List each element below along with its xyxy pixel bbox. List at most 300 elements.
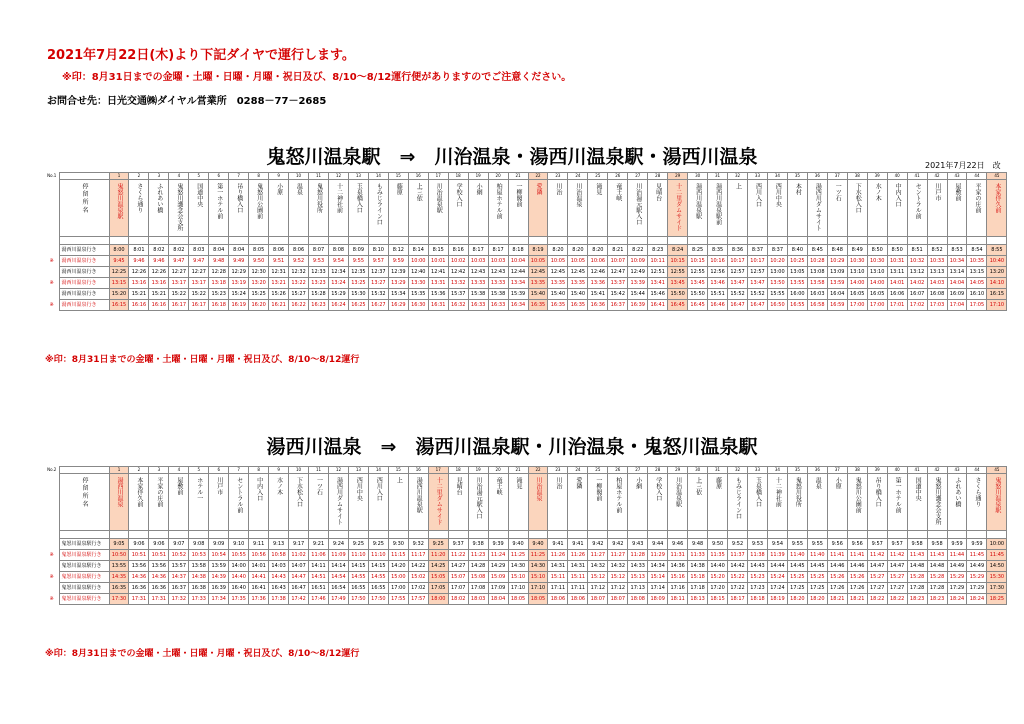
stop-name xyxy=(867,180,887,237)
stop-name xyxy=(927,180,947,237)
departure-time: 17:05 xyxy=(967,300,987,311)
departure-time: 16:41 xyxy=(249,583,269,594)
departure-time: 14:25 xyxy=(428,561,448,572)
departure-time: 14:03 xyxy=(927,278,947,289)
stop-name xyxy=(967,474,987,531)
departure-time: 14:04 xyxy=(947,278,967,289)
blank-cell xyxy=(428,531,448,539)
departure-time: 18:15 xyxy=(708,594,728,605)
departure-time: 13:37 xyxy=(608,278,628,289)
stop-name-text: 川治 xyxy=(554,477,562,489)
stop-name xyxy=(608,180,628,237)
departure-time: 10:11 xyxy=(648,256,668,267)
departure-time: 18:23 xyxy=(927,594,947,605)
stop-number: 13 xyxy=(348,173,368,180)
departure-time: 16:19 xyxy=(229,300,249,311)
blank-cell xyxy=(867,531,887,539)
departure-time: 11:10 xyxy=(348,550,368,561)
stop-name xyxy=(209,180,229,237)
departure-time: 13:56 xyxy=(149,561,169,572)
table-number: No.2 xyxy=(47,467,57,472)
departure-time: 16:05 xyxy=(867,289,887,300)
departure-time: 12:43 xyxy=(468,267,488,278)
departure-time: 16:35 xyxy=(568,300,588,311)
departure-time: 9:59 xyxy=(967,539,987,550)
departure-time: 14:36 xyxy=(668,561,688,572)
departure-time: 8:17 xyxy=(488,245,508,256)
departure-time: 14:22 xyxy=(408,561,428,572)
departure-time: 16:00 xyxy=(787,289,807,300)
departure-time: 18:18 xyxy=(748,594,768,605)
departure-time: 12:42 xyxy=(448,267,468,278)
stop-number: 36 xyxy=(807,467,827,474)
trip-row xyxy=(45,289,1007,300)
departure-time: 12:27 xyxy=(169,267,189,278)
departure-time: 8:06 xyxy=(289,245,309,256)
departure-time: 9:17 xyxy=(289,539,309,550)
blank-cell xyxy=(45,531,59,539)
stop-number: 6 xyxy=(209,173,229,180)
stop-number: 7 xyxy=(229,173,249,180)
departure-time: 15:07 xyxy=(448,572,468,583)
departure-time: 14:54 xyxy=(328,572,348,583)
departure-time: 16:10 xyxy=(967,289,987,300)
departure-time: 13:09 xyxy=(827,267,847,278)
blank-cell xyxy=(45,237,59,245)
stop-name-text: 川治 xyxy=(554,183,562,195)
stop-name xyxy=(728,180,748,237)
departure-time: 16:09 xyxy=(947,289,967,300)
stop-name xyxy=(807,180,827,237)
stop-name-row xyxy=(45,180,1007,237)
stop-header-label xyxy=(59,180,109,237)
departure-time: 12:32 xyxy=(289,267,309,278)
departure-time: 8:51 xyxy=(907,245,927,256)
departure-time: 17:34 xyxy=(209,594,229,605)
departure-time: 12:44 xyxy=(508,267,528,278)
departure-time: 8:20 xyxy=(588,245,608,256)
stop-number: 3 xyxy=(149,467,169,474)
stop-number: 45 xyxy=(987,467,1007,474)
blank-cell xyxy=(548,237,568,245)
departure-time: 18:06 xyxy=(568,594,588,605)
blank-cell xyxy=(967,237,987,245)
departure-time: 8:01 xyxy=(129,245,149,256)
departure-time: 8:40 xyxy=(787,245,807,256)
stop-name xyxy=(129,180,149,237)
departure-time: 15:12 xyxy=(608,572,628,583)
departure-time: 10:29 xyxy=(827,256,847,267)
stop-number: 39 xyxy=(867,467,887,474)
stop-name xyxy=(787,474,807,531)
departure-time: 14:27 xyxy=(448,561,468,572)
stop-number: 19 xyxy=(468,467,488,474)
departure-time: 9:57 xyxy=(368,256,388,267)
departure-time: 15:44 xyxy=(628,289,648,300)
stop-number-row xyxy=(45,467,1007,474)
blank-cell xyxy=(508,531,528,539)
stop-number: 34 xyxy=(767,173,787,180)
trip-mark: ※ xyxy=(49,595,54,602)
departure-time: 10:06 xyxy=(588,256,608,267)
departure-time: 8:00 xyxy=(109,245,129,256)
departure-time: 13:32 xyxy=(448,278,468,289)
departure-time: 10:04 xyxy=(508,256,528,267)
stop-number: 36 xyxy=(807,173,827,180)
departure-time: 14:07 xyxy=(289,561,309,572)
departure-time: 13:22 xyxy=(289,278,309,289)
departure-time: 17:08 xyxy=(468,583,488,594)
trip-destination: 湯西川温泉行き xyxy=(59,256,109,267)
stop-number: 14 xyxy=(368,173,388,180)
stop-name-text: 湯西川温泉駅 xyxy=(415,477,423,513)
departure-time: 16:36 xyxy=(129,583,149,594)
departure-time: 8:35 xyxy=(708,245,728,256)
departure-time: 9:06 xyxy=(129,539,149,550)
departure-time: 14:48 xyxy=(927,561,947,572)
departure-time: 8:18 xyxy=(508,245,528,256)
stop-number: 21 xyxy=(508,467,528,474)
departure-time: 8:48 xyxy=(827,245,847,256)
stop-number: 37 xyxy=(827,467,847,474)
departure-time: 15:22 xyxy=(189,289,209,300)
departure-time: 13:27 xyxy=(368,278,388,289)
trip-row xyxy=(45,539,1007,550)
departure-time: 17:28 xyxy=(907,583,927,594)
stop-name-text: 鬼怒川公園前 xyxy=(255,183,263,219)
departure-time: 18:03 xyxy=(468,594,488,605)
departure-time: 8:49 xyxy=(847,245,867,256)
departure-time: 14:00 xyxy=(847,278,867,289)
departure-time: 13:35 xyxy=(528,278,548,289)
stop-name xyxy=(648,474,668,531)
departure-time: 9:51 xyxy=(269,256,289,267)
departure-time: 11:02 xyxy=(289,550,309,561)
stop-name xyxy=(508,180,528,237)
blank-cell xyxy=(428,237,448,245)
stop-number: 40 xyxy=(887,467,907,474)
trip-row xyxy=(45,583,1007,594)
departure-time: 8:53 xyxy=(947,245,967,256)
stop-number: 10 xyxy=(289,173,309,180)
blank-cell xyxy=(328,237,348,245)
departure-time: 13:31 xyxy=(428,278,448,289)
departure-time: 12:45 xyxy=(568,267,588,278)
stop-name-text: 柏屋ホテル前 xyxy=(614,477,622,513)
departure-time: 10:54 xyxy=(209,550,229,561)
departure-time: 17:22 xyxy=(728,583,748,594)
stop-name-text: 屋敷前 xyxy=(954,183,961,201)
blank-cell xyxy=(947,531,967,539)
trip-mark: ※ xyxy=(49,257,54,264)
departure-time: 15:36 xyxy=(428,289,448,300)
stop-name-text: 鬼怒川温泉駅 xyxy=(115,183,123,219)
stop-name-text: 鬼怒川公園前 xyxy=(854,477,862,513)
departure-time: 11:22 xyxy=(448,550,468,561)
departure-time: 8:16 xyxy=(448,245,468,256)
departure-time: 16:55 xyxy=(348,583,368,594)
departure-time: 18:17 xyxy=(728,594,748,605)
stop-number: 37 xyxy=(827,173,847,180)
stop-name xyxy=(987,180,1007,237)
departure-time: 8:09 xyxy=(348,245,368,256)
departure-time: 17:46 xyxy=(309,594,329,605)
stop-number: 27 xyxy=(628,173,648,180)
departure-time: 17:25 xyxy=(787,583,807,594)
departure-time: 16:35 xyxy=(548,300,568,311)
departure-time: 9:05 xyxy=(109,539,129,550)
stop-name xyxy=(348,474,368,531)
departure-time: 12:43 xyxy=(488,267,508,278)
departure-time: 13:25 xyxy=(348,278,368,289)
stop-number: 29 xyxy=(668,173,688,180)
stop-name-text: ふれあい橋 xyxy=(954,477,961,507)
stop-name-text: 愛隣 xyxy=(534,183,542,195)
departure-time: 14:46 xyxy=(827,561,847,572)
departure-time: 11:45 xyxy=(987,550,1007,561)
departure-time: 10:56 xyxy=(249,550,269,561)
departure-time: 13:29 xyxy=(388,278,408,289)
stop-name-text: 本家伴久前 xyxy=(993,183,1001,213)
departure-time: 11:40 xyxy=(787,550,807,561)
departure-time: 8:54 xyxy=(967,245,987,256)
stop-name-text: 学校入口 xyxy=(654,477,662,501)
blank-cell xyxy=(927,237,947,245)
departure-time: 18:07 xyxy=(608,594,628,605)
departure-time: 17:28 xyxy=(927,583,947,594)
departure-time: 16:51 xyxy=(309,583,329,594)
stop-name xyxy=(787,180,807,237)
departure-time: 8:23 xyxy=(648,245,668,256)
blank-cell xyxy=(468,237,488,245)
departure-time: 13:23 xyxy=(309,278,329,289)
departure-time: 15:30 xyxy=(348,289,368,300)
departure-time: 15:16 xyxy=(668,572,688,583)
departure-time: 13:16 xyxy=(149,278,169,289)
departure-time: 14:43 xyxy=(269,572,289,583)
blank-cell xyxy=(59,531,109,539)
stop-name xyxy=(129,474,149,531)
stop-name xyxy=(388,180,408,237)
trip-destination: 鬼怒川温泉駅行き xyxy=(59,594,109,605)
stop-name xyxy=(488,180,508,237)
departure-time: 18:24 xyxy=(967,594,987,605)
departure-time: 18:25 xyxy=(987,594,1007,605)
departure-time: 8:04 xyxy=(209,245,229,256)
departure-time: 8:06 xyxy=(269,245,289,256)
stop-number: 13 xyxy=(348,467,368,474)
departure-time: 17:33 xyxy=(189,594,209,605)
stop-name xyxy=(767,180,787,237)
stop-name xyxy=(588,474,608,531)
departure-time: 13:47 xyxy=(728,278,748,289)
stop-name xyxy=(628,474,648,531)
stop-name xyxy=(309,180,329,237)
stop-name xyxy=(907,474,927,531)
blank-cell xyxy=(907,237,927,245)
departure-time: 15:24 xyxy=(767,572,787,583)
departure-time: 15:26 xyxy=(847,572,867,583)
blank-cell xyxy=(528,237,548,245)
departure-time: 12:55 xyxy=(688,267,708,278)
stop-name xyxy=(847,180,867,237)
stop-name xyxy=(947,474,967,531)
trip-row xyxy=(45,594,1007,605)
departure-time: 9:54 xyxy=(767,539,787,550)
departure-time: 16:33 xyxy=(488,300,508,311)
blank-cell xyxy=(728,531,748,539)
departure-time: 10:20 xyxy=(767,256,787,267)
departure-time: 16:38 xyxy=(189,583,209,594)
departure-time: 11:29 xyxy=(648,550,668,561)
trip-destination: 鬼怒川温泉駅行き xyxy=(59,583,109,594)
departure-time: 10:50 xyxy=(109,550,129,561)
departure-time: 10:51 xyxy=(129,550,149,561)
departure-time: 11:42 xyxy=(887,550,907,561)
departure-time: 17:02 xyxy=(408,583,428,594)
stop-number: 20 xyxy=(488,173,508,180)
trip-destination: 鬼怒川温泉駅行き xyxy=(59,539,109,550)
stop-name-text: ホテル一 xyxy=(195,477,203,501)
stop-number: 5 xyxy=(189,173,209,180)
departure-time: 16:21 xyxy=(269,300,289,311)
departure-time: 15:40 xyxy=(548,289,568,300)
stop-name-text: 鬼怒川温泉駅 xyxy=(993,477,1001,513)
stop-number: 41 xyxy=(907,467,927,474)
stop-number: 33 xyxy=(748,467,768,474)
departure-time: 15:27 xyxy=(887,572,907,583)
departure-time: 12:39 xyxy=(388,267,408,278)
stop-name xyxy=(448,180,468,237)
departure-time: 15:52 xyxy=(748,289,768,300)
stop-number: 8 xyxy=(249,173,269,180)
departure-time: 15:23 xyxy=(748,572,768,583)
stop-name-text: 見晴台 xyxy=(455,477,463,495)
departure-time: 8:37 xyxy=(767,245,787,256)
departure-time: 17:10 xyxy=(508,583,528,594)
departure-time: 15:22 xyxy=(169,289,189,300)
blank-cell xyxy=(45,474,59,531)
blank-cell xyxy=(568,531,588,539)
stop-name-text: 西川入口 xyxy=(754,183,762,207)
stop-name xyxy=(967,180,987,237)
blank-cell xyxy=(907,531,927,539)
departure-time: 16:06 xyxy=(887,289,907,300)
stop-name-text: 十二里ダムサイド xyxy=(674,183,682,231)
departure-time: 15:21 xyxy=(149,289,169,300)
departure-time: 15:14 xyxy=(648,572,668,583)
stop-name xyxy=(269,180,289,237)
stop-number: 32 xyxy=(728,467,748,474)
departure-time: 9:52 xyxy=(728,539,748,550)
departure-time: 13:58 xyxy=(807,278,827,289)
stop-number: 17 xyxy=(428,173,448,180)
stop-name-text: 下水松入口 xyxy=(854,183,862,213)
departure-time: 10:15 xyxy=(668,256,688,267)
blank-cell xyxy=(328,531,348,539)
departure-time: 16:36 xyxy=(149,583,169,594)
blank-cell xyxy=(169,531,189,539)
departure-time: 18:20 xyxy=(787,594,807,605)
departure-time: 11:43 xyxy=(907,550,927,561)
departure-time: 15:27 xyxy=(867,572,887,583)
departure-time: 14:00 xyxy=(229,561,249,572)
departure-time: 9:56 xyxy=(847,539,867,550)
departure-time: 14:41 xyxy=(249,572,269,583)
departure-time: 16:39 xyxy=(209,583,229,594)
departure-time: 17:31 xyxy=(129,594,149,605)
blank-cell xyxy=(708,531,728,539)
stop-number: 20 xyxy=(488,467,508,474)
departure-time: 14:31 xyxy=(568,561,588,572)
departure-time: 15:20 xyxy=(109,289,129,300)
stop-number: 2 xyxy=(129,467,149,474)
departure-time: 9:46 xyxy=(668,539,688,550)
departure-time: 11:41 xyxy=(847,550,867,561)
stop-name-text: 上三依 xyxy=(694,477,702,495)
departure-time: 14:00 xyxy=(867,278,887,289)
blank-cell xyxy=(688,531,708,539)
departure-time: 8:20 xyxy=(568,245,588,256)
stop-name-text: 上三依 xyxy=(415,183,423,201)
departure-time: 17:29 xyxy=(967,583,987,594)
stop-name-text: 下水松入口 xyxy=(295,477,303,507)
departure-time: 15:40 xyxy=(528,289,548,300)
departure-time: 9:44 xyxy=(648,539,668,550)
departure-time: 14:55 xyxy=(348,572,368,583)
departure-time: 18:21 xyxy=(827,594,847,605)
departure-time: 8:04 xyxy=(229,245,249,256)
spacer-row xyxy=(45,531,1007,539)
stop-name-text: 平家の庄前 xyxy=(973,183,981,213)
trip-row xyxy=(45,278,1007,289)
departure-time: 9:57 xyxy=(887,539,907,550)
departure-time: 11:37 xyxy=(728,550,748,561)
departure-time: 11:38 xyxy=(748,550,768,561)
stop-number: 30 xyxy=(688,467,708,474)
departure-time: 18:07 xyxy=(588,594,608,605)
departure-time: 13:41 xyxy=(648,278,668,289)
departure-time: 12:49 xyxy=(628,267,648,278)
departure-time: 12:29 xyxy=(229,267,249,278)
blank-cell xyxy=(368,237,388,245)
contact-info: お問合せ先：日光交通㈱ダイヤル営業所 0288－77－2685 xyxy=(47,96,327,107)
blank-cell xyxy=(807,531,827,539)
stop-name-text: 愛隣 xyxy=(574,477,582,489)
departure-time: 10:00 xyxy=(408,256,428,267)
stop-number: 14 xyxy=(368,467,388,474)
departure-time: 10:51 xyxy=(149,550,169,561)
stop-name xyxy=(488,474,508,531)
stop-name xyxy=(548,474,568,531)
departure-time: 18:04 xyxy=(488,594,508,605)
stop-name xyxy=(328,180,348,237)
departure-time: 14:33 xyxy=(628,561,648,572)
stop-name xyxy=(628,180,648,237)
departure-time: 16:47 xyxy=(728,300,748,311)
departure-time: 11:39 xyxy=(767,550,787,561)
departure-time: 10:28 xyxy=(807,256,827,267)
blank-cell xyxy=(129,237,149,245)
blank-cell xyxy=(548,531,568,539)
departure-time: 13:17 xyxy=(169,278,189,289)
departure-time: 13:56 xyxy=(129,561,149,572)
departure-time: 10:16 xyxy=(708,256,728,267)
stop-name-text: 柏屋ホテル前 xyxy=(495,183,503,219)
departure-time: 16:20 xyxy=(249,300,269,311)
departure-time: 16:55 xyxy=(787,300,807,311)
stop-number: 7 xyxy=(229,467,249,474)
